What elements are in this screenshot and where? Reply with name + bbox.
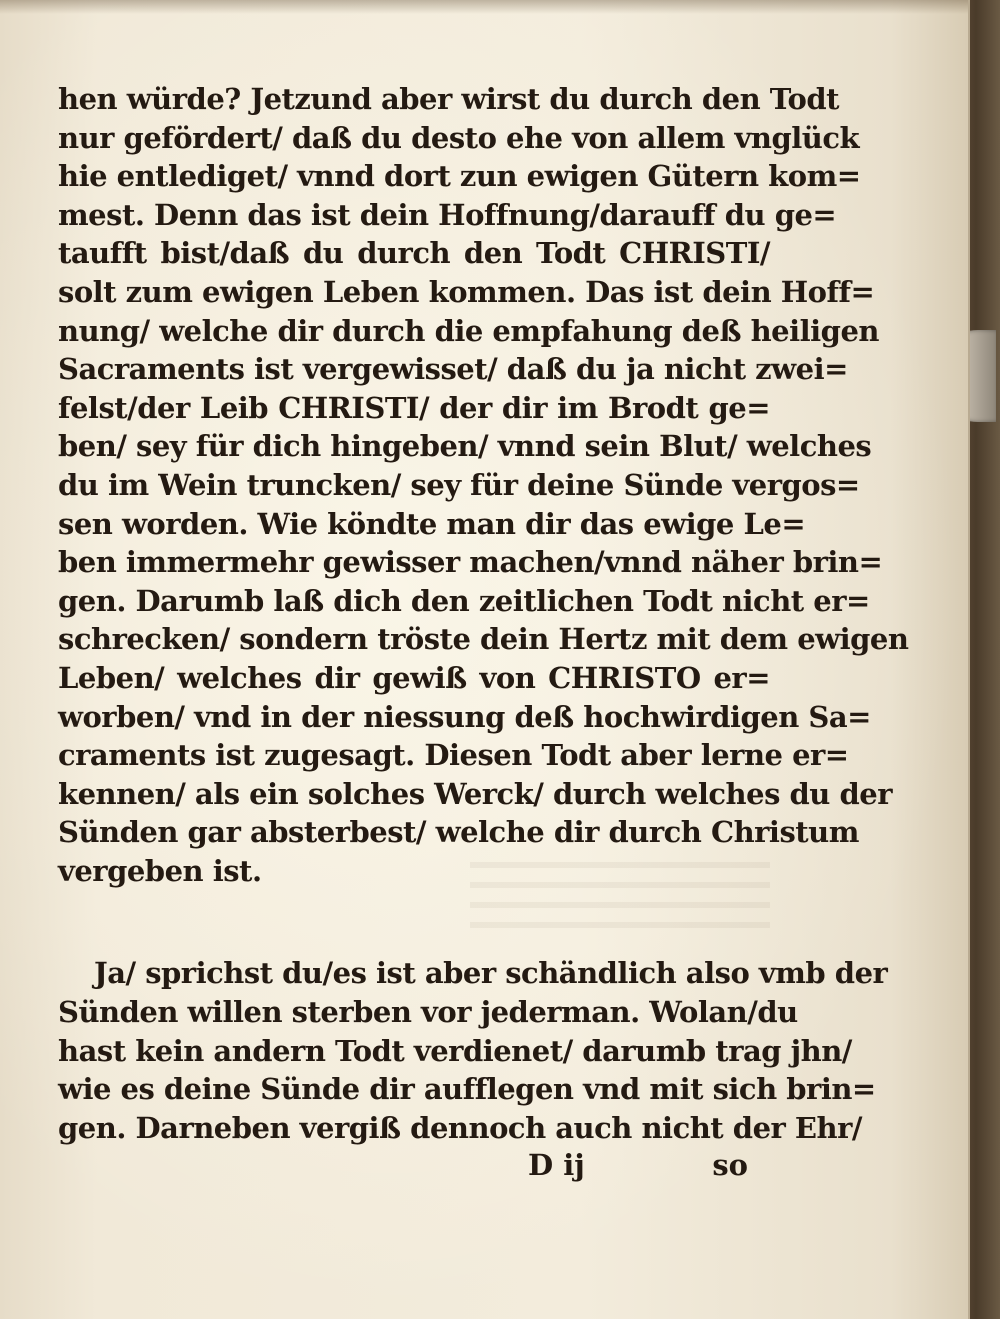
text-line: nur gefördert/ daß du desto ehe von allem vnglück xyxy=(58,120,860,155)
text-line: hast kein andern Todt verdienet/ darumb trag jhn/ xyxy=(58,1033,852,1068)
text-line: wie es deine Sünde dir aufflegen vnd mit sich brin= xyxy=(58,1072,876,1107)
text-line: sen worden. Wie köndte man dir das ewige Le= xyxy=(58,506,806,541)
paragraph-1 xyxy=(58,80,909,890)
page-shadow xyxy=(0,0,968,14)
page-footer xyxy=(58,1148,748,1188)
text-line: kennen/ als ein solches Werck/ durch welches du der xyxy=(58,776,892,811)
text-line: craments ist zugesagt. Diesen Todt aber lerne er= xyxy=(58,738,849,773)
text-line: taufft bist/daß du durch den Todt CHRISTI/ xyxy=(58,236,770,271)
text-line: mest. Denn das ist dein Hoffnung/darauff du ge= xyxy=(58,197,837,232)
text-line: worben/ vnd in der niessung deß hochwirdigen Sa= xyxy=(58,699,871,734)
text-line: Sünden gar absterbest/ welche dir durch Christum xyxy=(58,815,859,850)
signature-mark: D ij xyxy=(528,1148,585,1182)
text-line: Sacraments ist vergewisset/ daß du ja nicht zwei= xyxy=(58,352,848,387)
text-line: felst/der Leib CHRISTI/ der dir im Brodt ge= xyxy=(58,390,770,425)
text-line: ben/ sey für dich hingeben/ vnnd sein Blut/ welches xyxy=(58,429,872,464)
text-line: ben immermehr gewisser machen/vnnd näher brin= xyxy=(58,545,883,580)
text-line: hen würde? Jetzund aber wirst du durch den Todt xyxy=(58,82,840,116)
text-line: gen. Darneben vergiß dennoch auch nicht der Ehr/ xyxy=(58,1110,862,1145)
text-line: gen. Darumb laß dich den zeitlichen Todt nicht er= xyxy=(58,583,870,618)
text-line: Leben/ welches dir gewiß von CHRISTO er= xyxy=(58,660,770,695)
text-line: schrecken/ sondern tröste dein Hertz mit dem ewigen xyxy=(58,622,909,657)
paragraph-gap xyxy=(58,890,770,954)
text-line: Ja/ sprichst du/es ist aber schändlich also vmb der xyxy=(94,956,888,991)
text-line: Sünden willen sterben vor jederman. Wolan/du xyxy=(58,995,798,1030)
text-line: hie entlediget/ vnnd dort zun ewigen Gütern kom= xyxy=(58,159,861,194)
text-line: solt zum ewigen Leben kommen. Das ist dein Hoff= xyxy=(58,274,875,309)
text-line: du im Wein truncken/ sey für deine Sünde vergos= xyxy=(58,467,860,502)
catchword: so xyxy=(712,1148,748,1182)
text-line: vergeben ist. xyxy=(58,853,262,888)
paragraph-2 xyxy=(58,954,888,1147)
text-line: nung/ welche dir durch die empfahung deß heiligen xyxy=(58,313,879,348)
text-block xyxy=(58,80,909,1147)
